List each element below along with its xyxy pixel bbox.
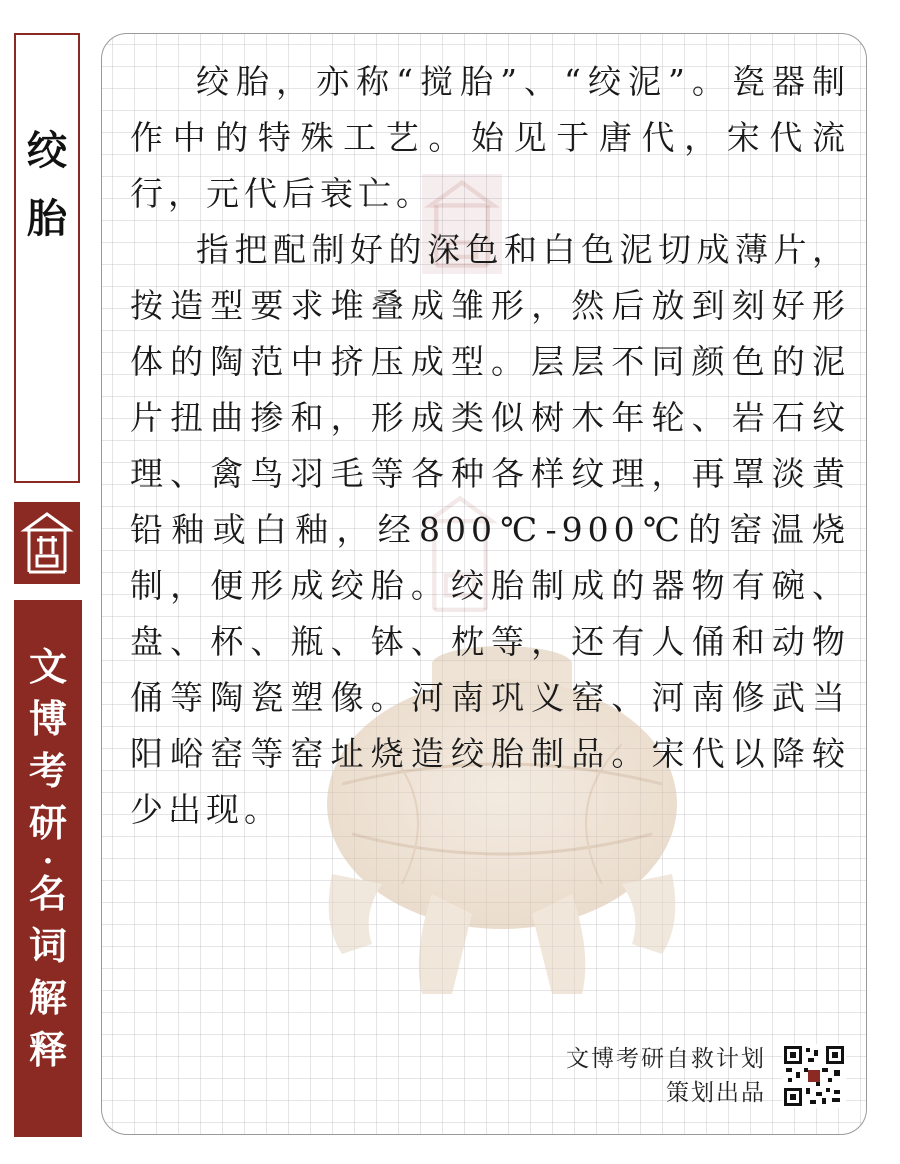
term-char: 绞 [27,128,67,174]
qr-code-icon[interactable] [782,1044,846,1108]
credit-line: 文博考研自救计划 [566,1046,766,1072]
term-title-box [14,33,80,483]
series-char: 解 [28,976,67,1020]
series-separator: · [42,844,54,879]
paragraph: 绞胎，亦称“搅胎”、“绞泥”。瓷器制作中的特殊工艺。始见于唐代，宋代流行，元代后衰亡。 [130,62,850,213]
series-char: 考 [28,749,67,793]
series-char: 词 [28,924,67,968]
paragraph: 指把配制好的深色和白色泥切成薄片，按造型要求堆叠成雏形，然后放到刻好形体的陶范中挤压成型。层层不同颜色的泥片扭曲掺和，形成类似树木年轮、岩石纹理、禽鸟羽毛等各种各样纹理，再罩淡黄铅釉或白釉，经800℃-900℃的窑温烧制，便形成绞胎。绞胎制成的器物有碗、盘、杯、瓶、钵、枕等，还有人俑和动物俑等陶瓷塑像。河南巩义窑、河南修武当阳峪窑等窑址烧造绞胎制品。宋代以降较少出现。 [130,230,850,829]
definition-text [130,54,850,838]
series-char: 文 [28,645,67,689]
content-card [101,33,867,1135]
credit-line: 策划出品 [666,1080,766,1106]
credit-block [566,1042,766,1110]
term-char: 胎 [27,196,67,242]
series-title-box [14,600,82,1137]
series-char: 名 [28,872,67,916]
seal-logo-icon [14,502,80,584]
series-char: 研 [28,801,67,845]
series-char: 博 [28,697,67,741]
series-char: 释 [28,1028,67,1072]
